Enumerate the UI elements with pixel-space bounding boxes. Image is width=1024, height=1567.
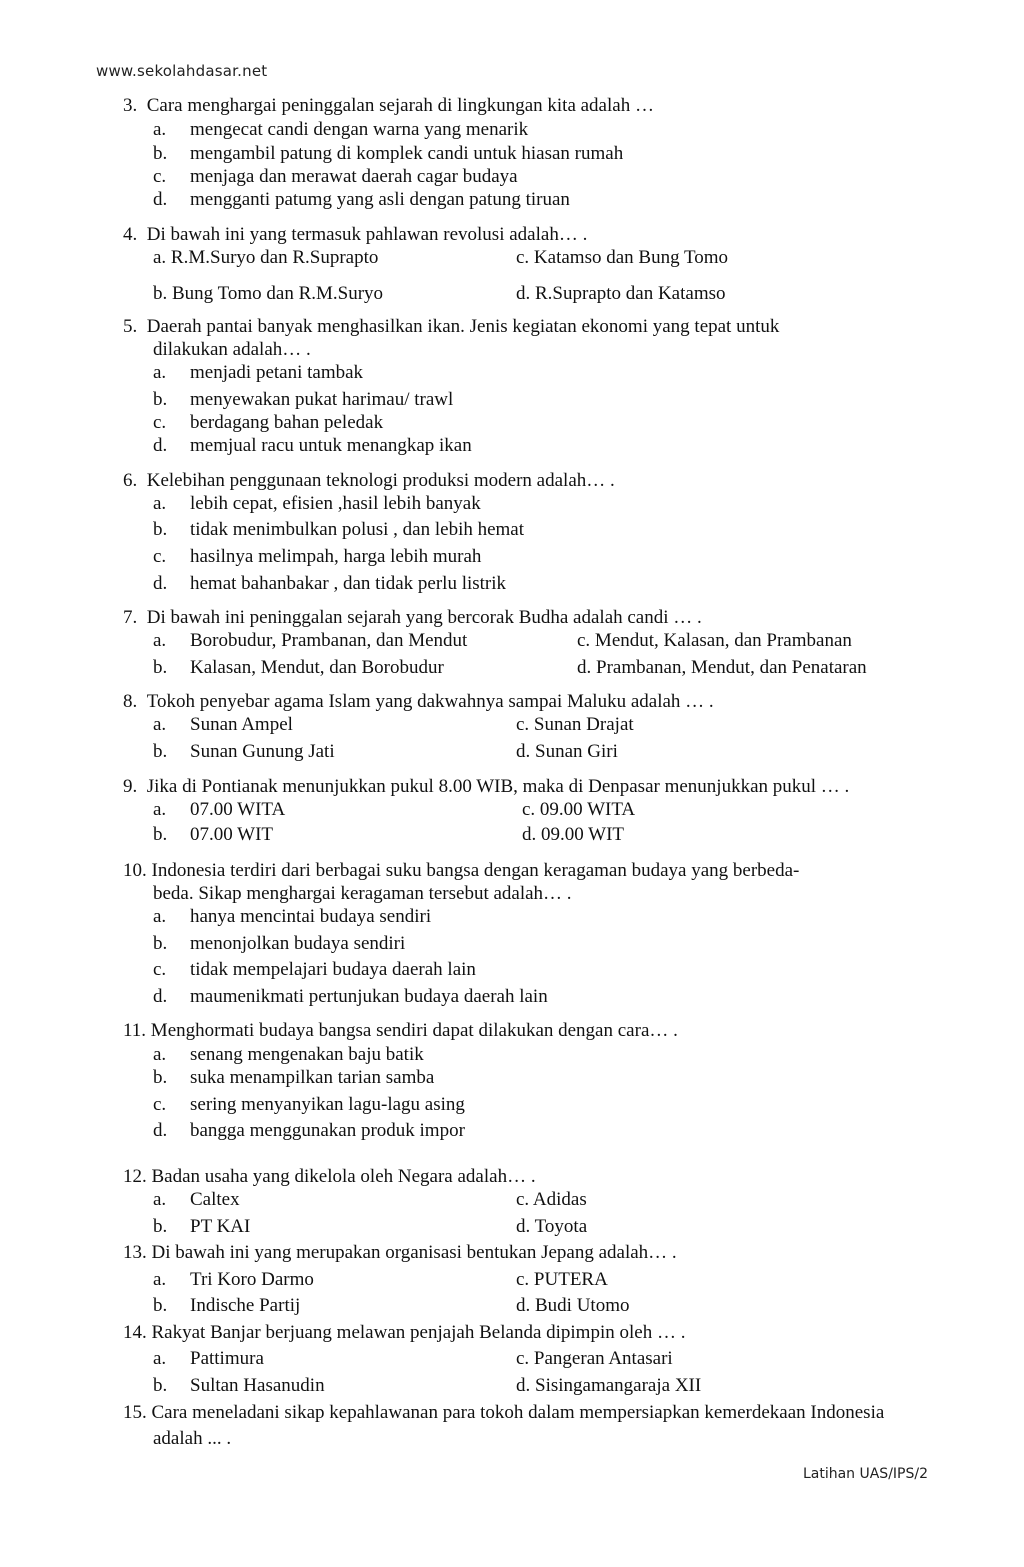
option-text: memjual racu untuk menangkap ikan xyxy=(190,435,472,456)
option-text: sering menyanyikan lagu-lagu asing xyxy=(190,1094,465,1115)
option-letter: b. xyxy=(153,1067,168,1088)
question-number: 14. xyxy=(123,1322,147,1343)
option-text: PT KAI xyxy=(190,1216,251,1237)
option-text: d. Toyota xyxy=(516,1216,588,1237)
option-text: Borobudur, Prambanan, dan Mendut xyxy=(190,630,468,651)
option-text: c. Pangeran Antasari xyxy=(516,1348,673,1369)
question-number: 12. xyxy=(123,1166,147,1187)
option-text: d. Budi Utomo xyxy=(516,1295,630,1316)
question-number: 11. xyxy=(123,1020,147,1041)
option-text: maumenikmati pertunjukan budaya daerah lain xyxy=(190,986,548,1007)
option-text: c. Mendut, Kalasan, dan Prambanan xyxy=(577,630,852,651)
option-text: d. 09.00 WIT xyxy=(522,824,625,845)
header-url: www.sekolahdasar.net xyxy=(96,62,268,80)
option-letter: a. xyxy=(153,1189,167,1210)
option-text: Kalasan, Mendut, dan Borobudur xyxy=(190,657,444,678)
option-text: 07.00 WIT xyxy=(190,824,274,845)
option-letter: a. xyxy=(153,630,167,651)
question-number: 15. xyxy=(123,1402,147,1423)
question-number: 3. xyxy=(123,95,138,116)
question-text: 7. Di bawah ini peninggalan sejarah yang bercorak Budha adalah candi … . xyxy=(123,607,702,628)
option-text: mengecat candi dengan warna yang menarik xyxy=(190,119,529,140)
option-text: tidak mempelajari budaya daerah lain xyxy=(190,959,476,980)
option-letter: b. xyxy=(153,824,168,845)
option-text: lebih cepat, efisien ,hasil lebih banyak xyxy=(190,493,481,514)
option-letter: c. xyxy=(153,412,167,433)
option-letter: c. xyxy=(153,546,167,567)
question-text-continuation: dilakukan adalah… . xyxy=(153,339,311,360)
question-text: 6. Kelebihan penggunaan teknologi produksi modern adalah… . xyxy=(123,470,615,491)
question-text: 9. Jika di Pontianak menunjukkan pukul 8.00 WIB, maka di Denpasar menunjukkan pukul … . xyxy=(123,776,850,797)
option-text: mengganti patumg yang asli dengan patung tiruan xyxy=(190,189,570,210)
question-text: 15. Cara meneladani sikap kepahlawanan para tokoh dalam mempersiapkan kemerdekaan Indonesia xyxy=(123,1402,885,1423)
option-letter: b. xyxy=(153,1375,168,1396)
question-text: 14. Rakyat Banjar berjuang melawan penjajah Belanda dipimpin oleh … . xyxy=(123,1322,686,1343)
option-text: menjadi petani tambak xyxy=(190,362,364,383)
option-text: Caltex xyxy=(190,1189,240,1210)
option-text: berdagang bahan peledak xyxy=(190,412,384,433)
option-letter: c. xyxy=(153,1094,167,1115)
option-text: Sunan Gunung Jati xyxy=(190,741,335,762)
option-letter: b. xyxy=(153,1216,168,1237)
option-text: a. R.M.Suryo dan R.Suprapto xyxy=(153,247,379,268)
option-text: d. Sunan Giri xyxy=(516,741,618,762)
option-text: menyewakan pukat harimau/ trawl xyxy=(190,389,454,410)
option-letter: a. xyxy=(153,362,167,383)
option-text: suka menampilkan tarian samba xyxy=(190,1067,435,1088)
question-number: 6. xyxy=(123,470,138,491)
option-text: d. Prambanan, Mendut, dan Penataran xyxy=(577,657,867,678)
question-text: 8. Tokoh penyebar agama Islam yang dakwahnya sampai Maluku adalah … . xyxy=(123,691,714,712)
question-text-continuation: adalah ... . xyxy=(153,1428,232,1449)
option-letter: a. xyxy=(153,714,167,735)
option-letter: d. xyxy=(153,573,168,594)
option-letter: a. xyxy=(153,1269,167,1290)
question-number: 9. xyxy=(123,776,138,797)
option-letter: d. xyxy=(153,189,168,210)
question-text: 12. Badan usaha yang dikelola oleh Negara adalah… . xyxy=(123,1166,536,1187)
question-number: 10. xyxy=(123,860,147,881)
question-number: 4. xyxy=(123,224,138,245)
option-letter: b. xyxy=(153,389,168,410)
option-letter: c. xyxy=(153,166,167,187)
footer-label: Latihan UAS/IPS/2 xyxy=(802,1466,928,1482)
question-number: 13. xyxy=(123,1242,147,1263)
option-text: Sultan Hasanudin xyxy=(190,1375,325,1396)
option-letter: b. xyxy=(153,143,168,164)
option-letter: d. xyxy=(153,986,168,1007)
option-text: c. 09.00 WITA xyxy=(522,799,636,820)
option-text: c. Sunan Drajat xyxy=(516,714,634,735)
option-letter: b. xyxy=(153,741,168,762)
question-text: 4. Di bawah ini yang termasuk pahlawan revolusi adalah… . xyxy=(123,224,588,245)
option-text: hasilnya melimpah, harga lebih murah xyxy=(190,546,482,567)
question-text: 13. Di bawah ini yang merupakan organisasi bentukan Jepang adalah… . xyxy=(123,1242,677,1263)
option-letter: c. xyxy=(153,959,167,980)
option-text: Tri Koro Darmo xyxy=(190,1269,314,1290)
option-text: d. Sisingamangaraja XII xyxy=(516,1375,702,1396)
option-text: Sunan Ampel xyxy=(190,714,293,735)
option-text: b. Bung Tomo dan R.M.Suryo xyxy=(153,283,384,304)
option-letter: a. xyxy=(153,1348,167,1369)
question-text: 3. Cara menghargai peninggalan sejarah di lingkungan kita adalah … xyxy=(123,95,654,116)
question-number: 7. xyxy=(123,607,138,628)
option-letter: d. xyxy=(153,1120,168,1141)
option-letter: b. xyxy=(153,933,168,954)
option-text: bangga menggunakan produk impor xyxy=(190,1120,465,1141)
option-text: 07.00 WITA xyxy=(190,799,286,820)
option-letter: a. xyxy=(153,906,167,927)
question-text-continuation: beda. Sikap menghargai keragaman tersebut adalah… . xyxy=(153,883,572,904)
question-text: 11. Menghormati budaya bangsa sendiri dapat dilakukan dengan cara… . xyxy=(123,1020,678,1041)
option-text: hanya mencintai budaya sendiri xyxy=(190,906,432,927)
option-text: d. R.Suprapto dan Katamso xyxy=(516,283,726,304)
option-letter: b. xyxy=(153,1295,168,1316)
option-text: c. Adidas xyxy=(516,1189,587,1210)
question-number: 5. xyxy=(123,316,138,337)
option-text: c. PUTERA xyxy=(516,1269,608,1290)
question-number: 8. xyxy=(123,691,138,712)
option-text: menonjolkan budaya sendiri xyxy=(190,933,406,954)
option-letter: a. xyxy=(153,1044,167,1065)
option-letter: a. xyxy=(153,493,167,514)
option-letter: a. xyxy=(153,119,167,140)
option-letter: d. xyxy=(153,435,168,456)
question-text: 5. Daerah pantai banyak menghasilkan ikan. Jenis kegiatan ekonomi yang tepat untuk xyxy=(123,316,780,337)
option-text: Indische Partij xyxy=(190,1295,301,1316)
option-text: tidak menimbulkan polusi , dan lebih hemat xyxy=(190,519,525,540)
option-letter: b. xyxy=(153,519,168,540)
question-text: 10. Indonesia terdiri dari berbagai suku bangsa dengan keragaman budaya yang berbeda- xyxy=(123,860,800,881)
option-text: c. Katamso dan Bung Tomo xyxy=(516,247,729,268)
option-text: senang mengenakan baju batik xyxy=(190,1044,424,1065)
option-letter: a. xyxy=(153,799,167,820)
option-letter: b. xyxy=(153,657,168,678)
option-text: Pattimura xyxy=(190,1348,264,1369)
option-text: hemat bahanbakar , dan tidak perlu listrik xyxy=(190,573,507,594)
option-text: menjaga dan merawat daerah cagar budaya xyxy=(190,166,518,187)
option-text: mengambil patung di komplek candi untuk hiasan rumah xyxy=(190,143,624,164)
